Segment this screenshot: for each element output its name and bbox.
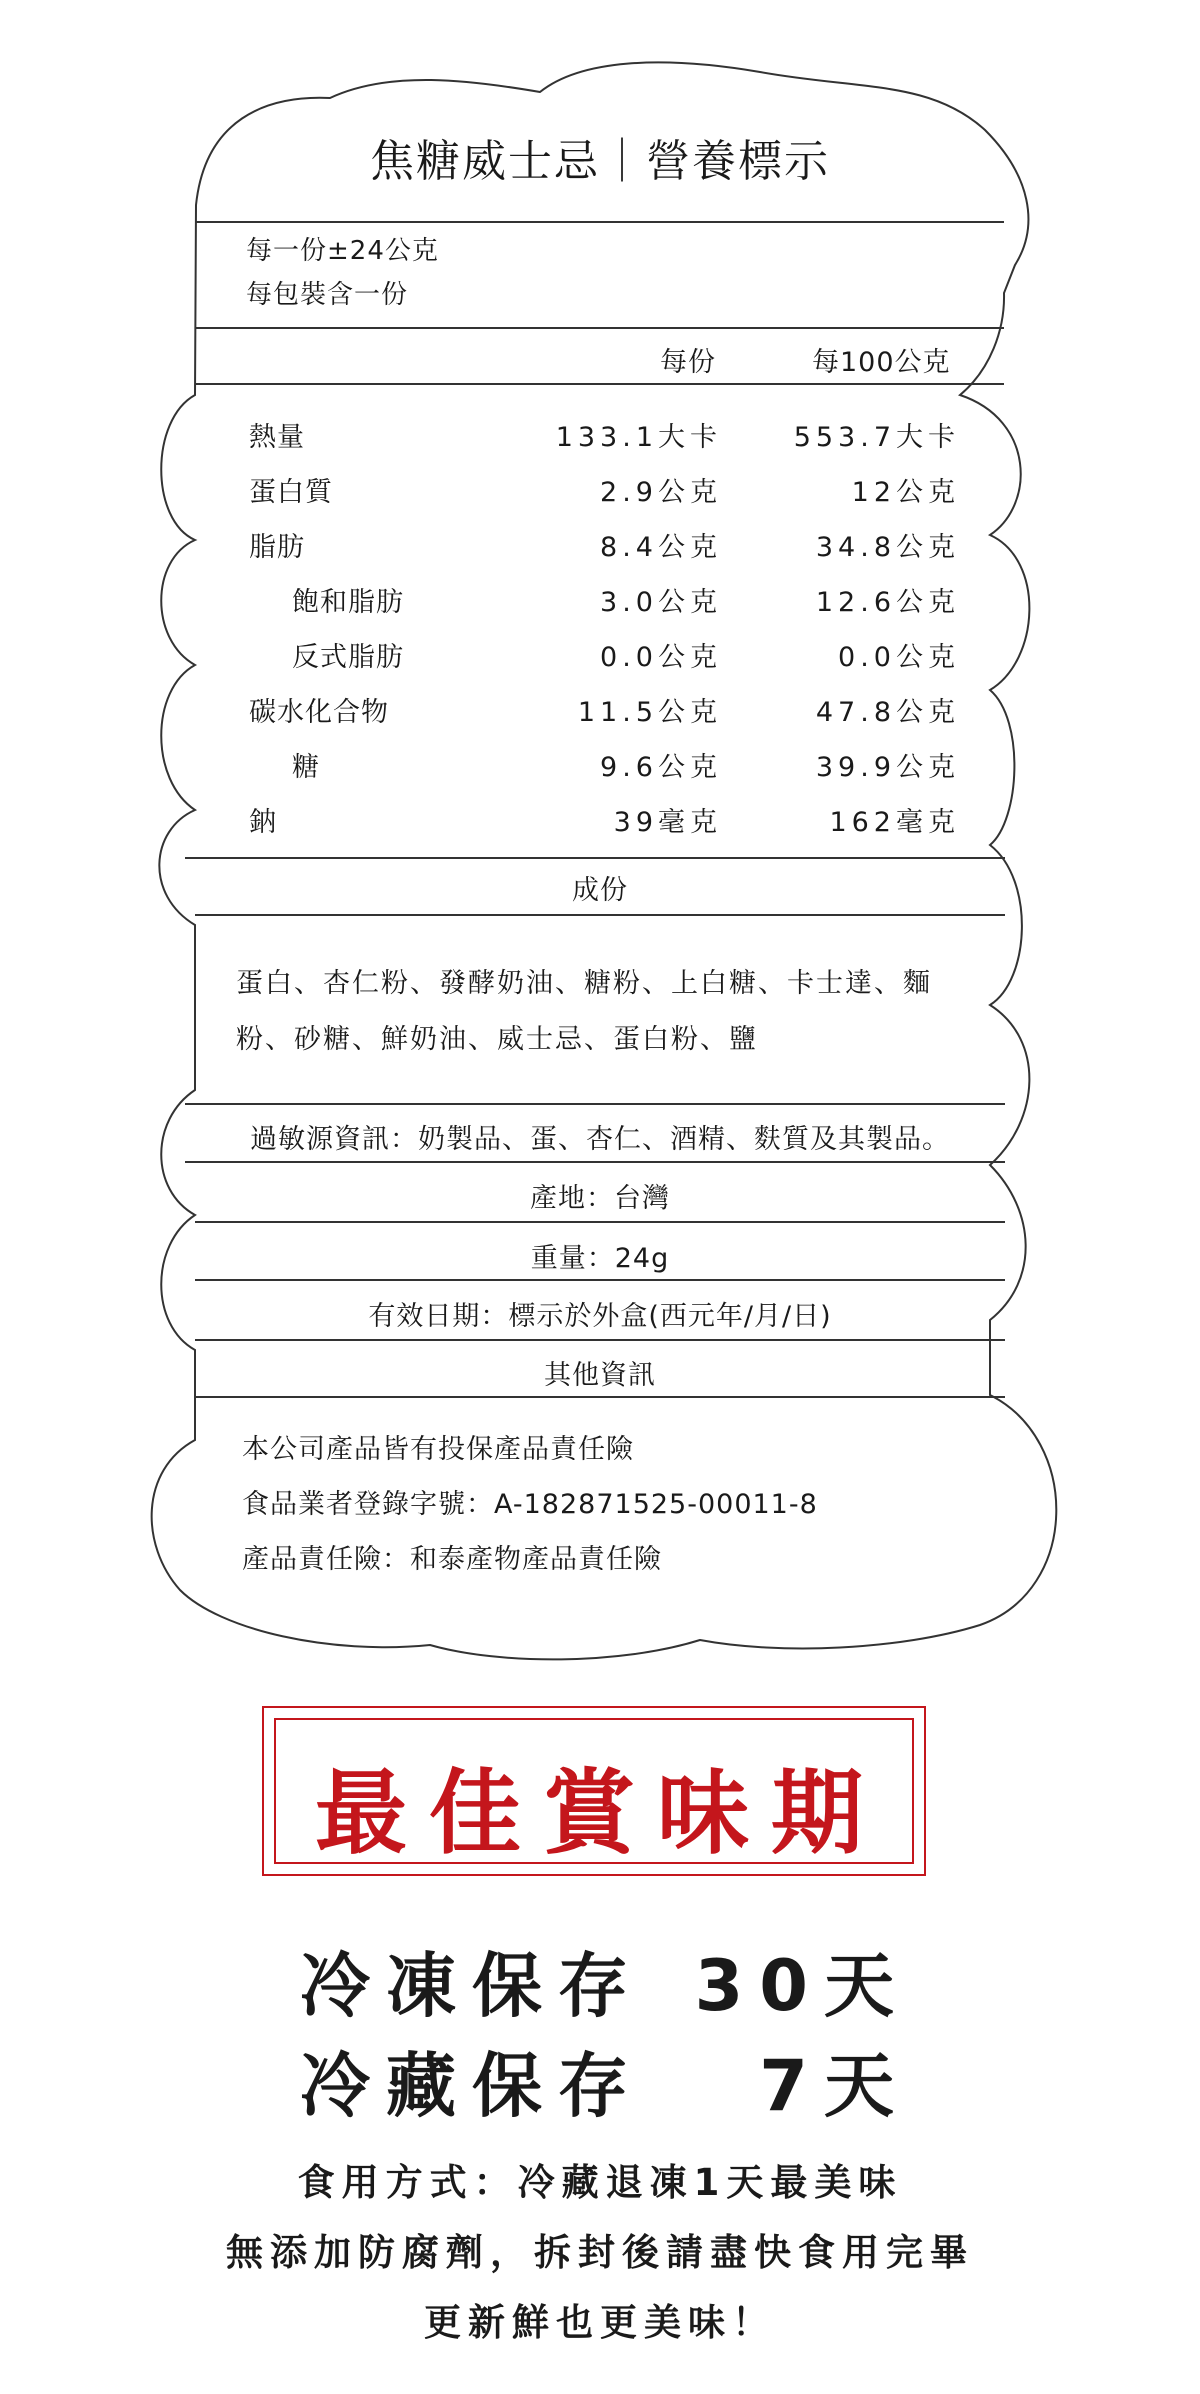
- best-before-title: 最佳賞味期: [314, 1760, 885, 1867]
- origin: 產地：台灣: [530, 1183, 670, 1214]
- column-header-per-100g: 每100公克: [812, 347, 951, 378]
- nutrient-per-100g: 12.6公克: [815, 587, 960, 618]
- nutrient-name: 飽和脂肪: [292, 587, 404, 618]
- storage-days: 7天: [759, 2045, 910, 2127]
- nutrient-name: 蛋白質: [249, 477, 333, 508]
- nutrient-per-serving: 3.0公克: [600, 587, 722, 618]
- ingredients-heading: 成份: [572, 875, 628, 906]
- nutrient-per-100g: 47.8公克: [815, 697, 960, 728]
- ingredients-list: 蛋白、杏仁粉、發酵奶油、糖粉、上白糖、卡士達、麵粉、砂糖、鮮奶油、威士忌、蛋白粉、鹽: [236, 968, 932, 1055]
- nutrient-name: 碳水化合物: [249, 697, 389, 728]
- expiry-date: 有效日期：標示於外盒(西元年/月/日): [368, 1301, 832, 1332]
- nutrient-per-serving: 133.1大卡: [555, 422, 722, 453]
- storage-days: 30天: [694, 1945, 910, 2027]
- insurance-note: 本公司產品皆有投保產品責任險: [242, 1434, 634, 1465]
- nutrient-name: 反式脂肪: [292, 642, 404, 673]
- nutrient-per-100g: 162毫克: [829, 807, 960, 838]
- nutrient-per-serving: 9.6公克: [600, 752, 722, 783]
- allergen-info: 過敏源資訊：奶製品、蛋、杏仁、酒精、麩質及其製品。: [250, 1124, 950, 1155]
- nutrient-name: 熱量: [249, 422, 305, 453]
- net-weight: 重量：24g: [530, 1243, 670, 1274]
- nutrient-per-serving: 2.9公克: [600, 477, 722, 508]
- servings-per-package: 每包裝含一份: [246, 280, 409, 310]
- other-info-heading: 其他資訊: [544, 1360, 656, 1391]
- serving-size: 每一份±24公克: [246, 236, 439, 266]
- nutrient-per-100g: 12公克: [851, 477, 960, 508]
- freshness-note: 更新鮮也更美味！: [424, 2301, 776, 2344]
- nutrient-per-serving: 39毫克: [613, 807, 722, 838]
- nutrient-per-100g: 0.0公克: [838, 642, 960, 673]
- usage-instruction: 食用方式：冷藏退凍1天最美味: [297, 2161, 903, 2204]
- nutrient-per-100g: 34.8公克: [815, 532, 960, 563]
- label-title: 焦糖威士忌｜營養標示: [370, 136, 830, 187]
- storage-label: 冷凍保存: [300, 1945, 644, 2027]
- liability-insurer: 產品責任險：和泰產物產品責任險: [242, 1544, 662, 1575]
- registration-number: 食品業者登錄字號：A-182871525-00011-8: [242, 1489, 818, 1520]
- nutrient-per-100g: 553.7大卡: [793, 422, 960, 453]
- nutrient-name: 鈉: [249, 807, 277, 838]
- preservative-note: 無添加防腐劑，拆封後請盡快食用完畢: [226, 2231, 974, 2274]
- nutrient-name: 脂肪: [249, 532, 305, 563]
- nutrient-per-serving: 11.5公克: [577, 697, 722, 728]
- nutrient-name: 糖: [292, 752, 320, 783]
- nutrient-per-serving: 8.4公克: [600, 532, 722, 563]
- nutrient-per-serving: 0.0公克: [600, 642, 722, 673]
- nutrient-per-100g: 39.9公克: [815, 752, 960, 783]
- column-header-per-serving: 每份: [660, 347, 716, 378]
- storage-label: 冷藏保存: [300, 2045, 644, 2127]
